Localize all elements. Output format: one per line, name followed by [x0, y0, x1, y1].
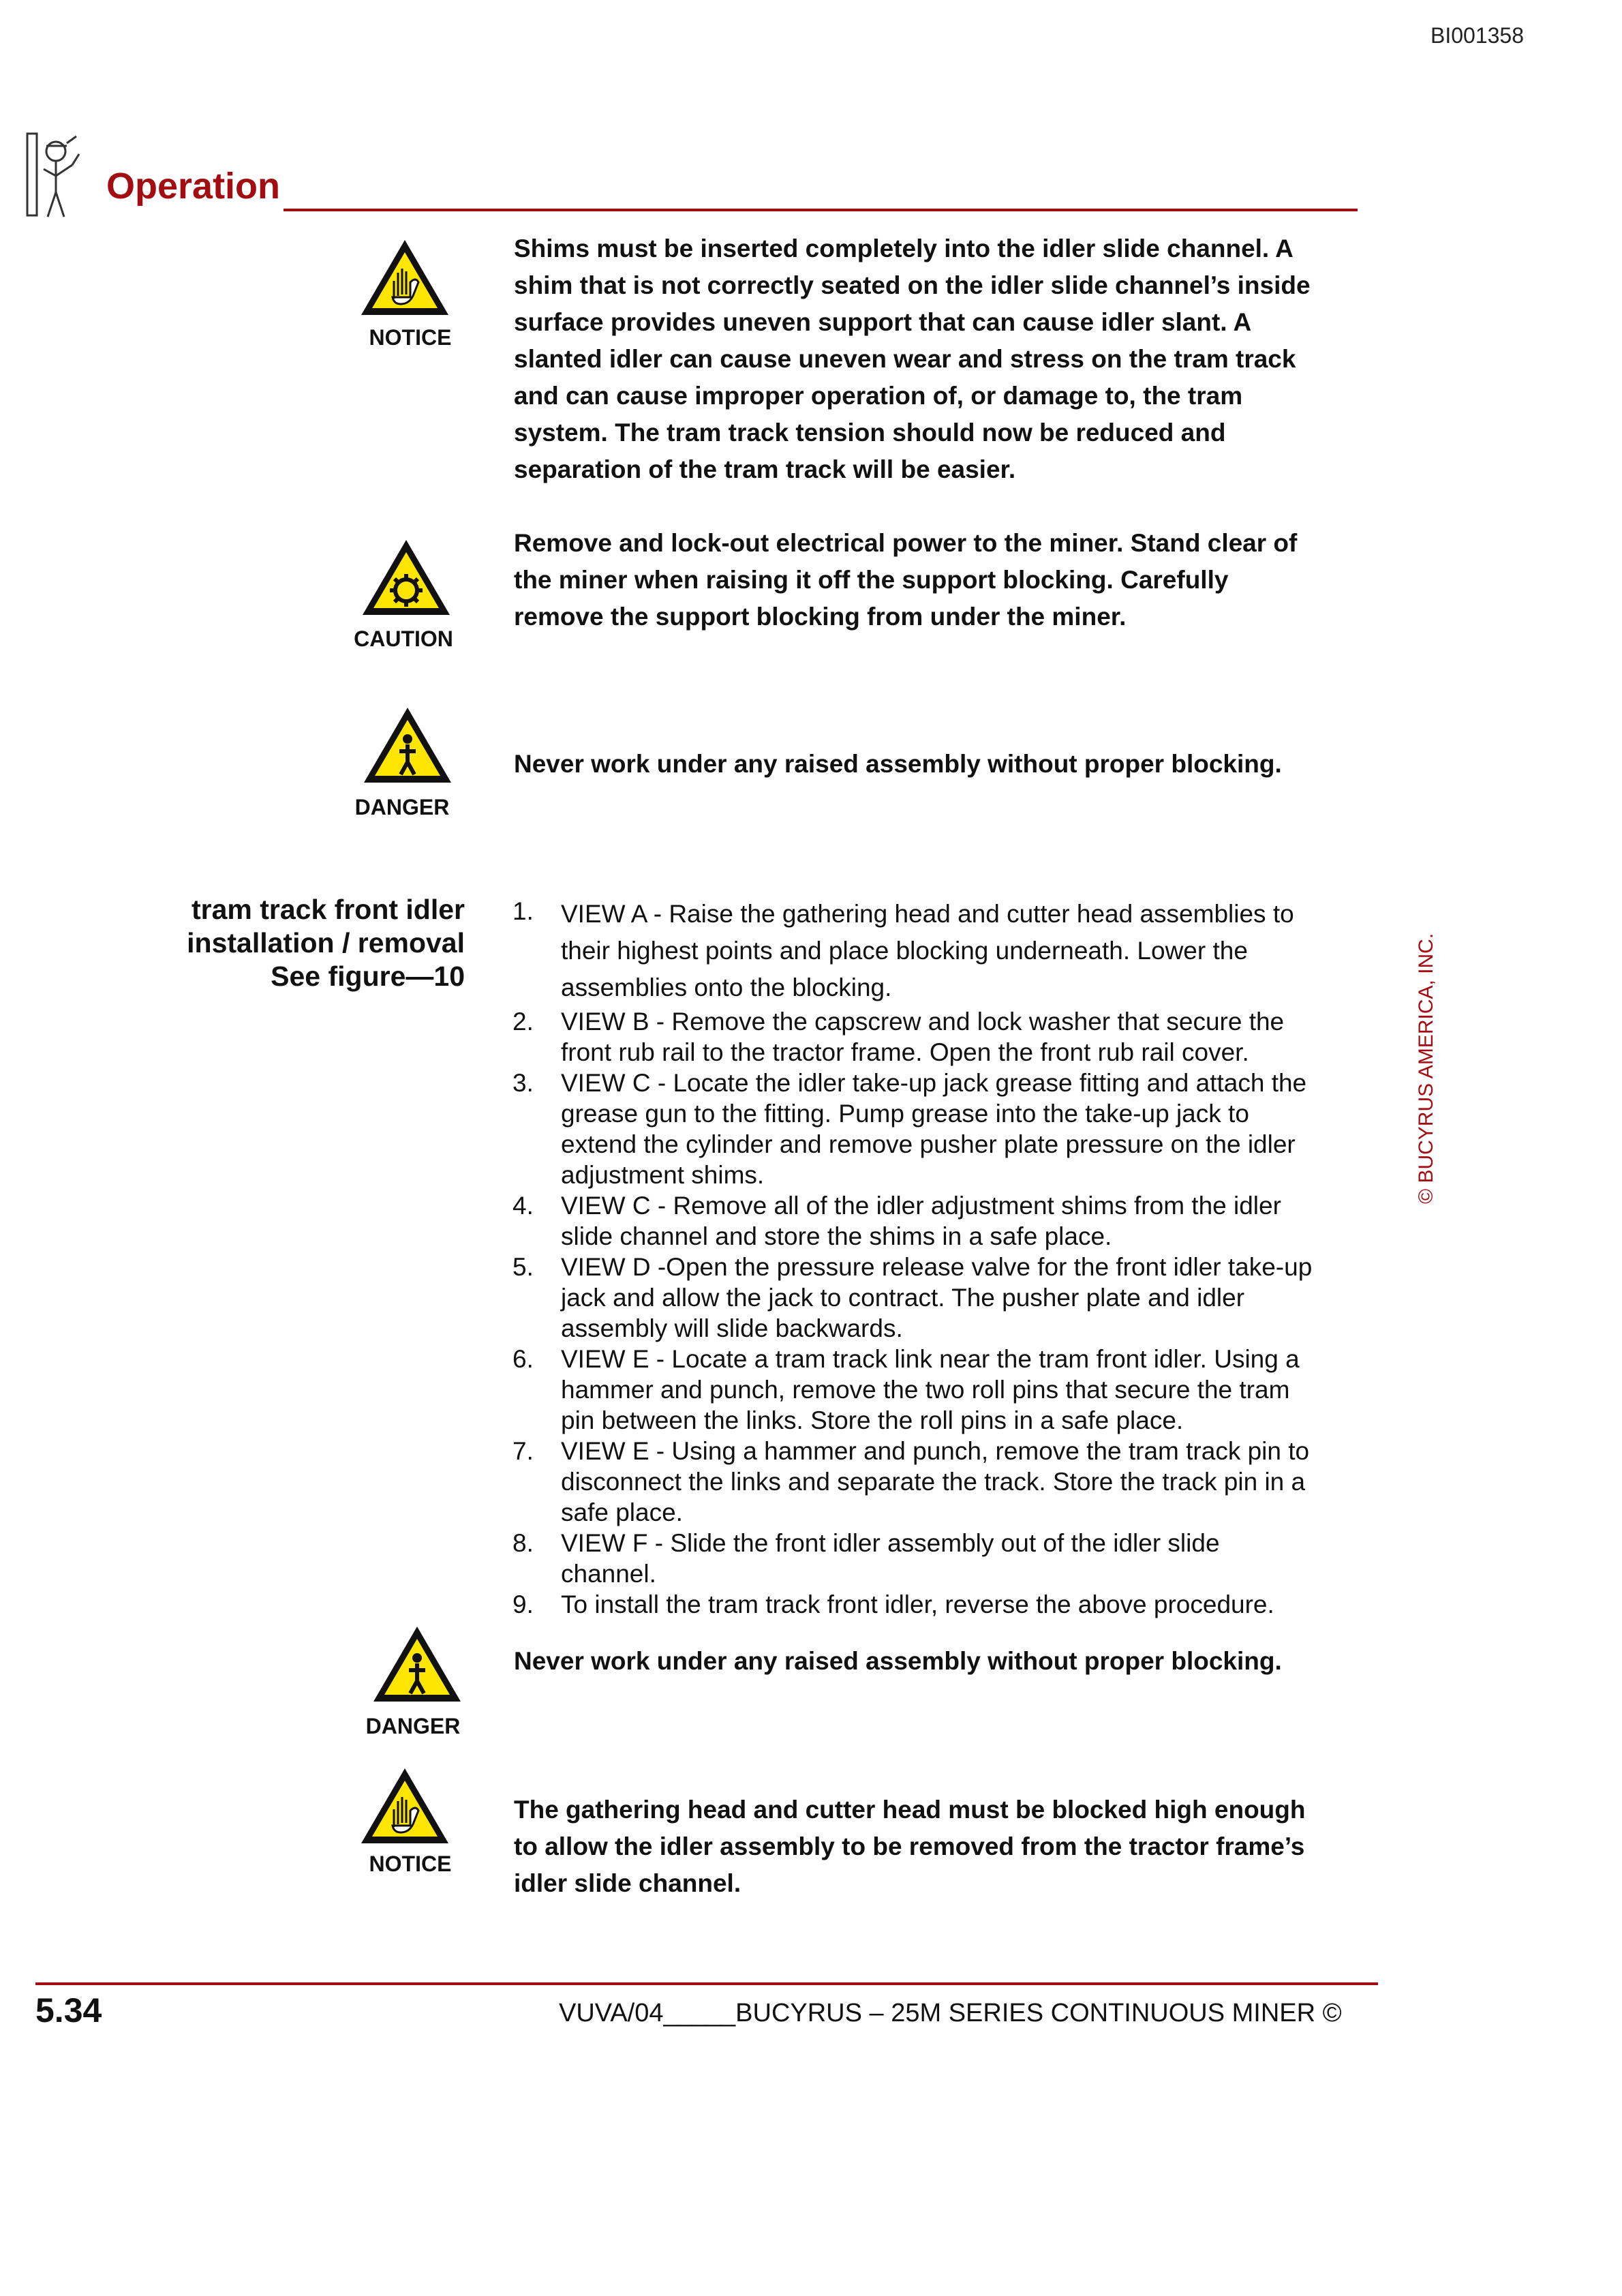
- person-warning-icon: [371, 1622, 463, 1706]
- step-line: slide channel and store the shims in a safe place.: [561, 1222, 1112, 1250]
- step-number: 7.: [512, 1437, 534, 1465]
- step-item: [512, 1528, 1364, 1589]
- danger-text: [514, 1643, 1359, 1680]
- text-line: Never work under any raised assembly without proper blocking.: [514, 750, 1282, 778]
- text-line: Remove and lock-out electrical power to the miner. Stand clear of: [514, 529, 1298, 557]
- document-id: BI001358: [1430, 23, 1524, 48]
- step-line: jack and allow the jack to contract. The pusher plate and idler: [561, 1284, 1245, 1312]
- step-line: channel.: [561, 1560, 656, 1588]
- step-line: their highest points and place blocking underneath. Lower the: [561, 937, 1248, 965]
- footer-text: VUVA/04_____BUCYRUS – 25M SERIES CONTINUOUS MINER ©: [559, 1999, 1342, 2027]
- text-line: Shims must be inserted completely into the idler slide channel. A: [514, 235, 1294, 262]
- step-item: [512, 1589, 1364, 1620]
- hand-warning-icon: [358, 1764, 451, 1847]
- text-line: to allow the idler assembly to be removed from the tractor frame’s: [514, 1832, 1305, 1860]
- copyright-notice: © BUCYRUS AMERICA, INC.: [1415, 933, 1437, 1204]
- step-line: VIEW F - Slide the front idler assembly out of the idler slide: [561, 1529, 1220, 1557]
- text-line: remove the support blocking from under the miner.: [514, 603, 1127, 631]
- step-line: safe place.: [561, 1498, 683, 1526]
- step-line: VIEW A - Raise the gathering head and cutter head assemblies to: [561, 900, 1294, 928]
- text-line: idler slide channel.: [514, 1869, 741, 1897]
- step-line: To install the tram track front idler, reverse the above procedure.: [561, 1590, 1274, 1618]
- text-line: slanted idler can cause uneven wear and stress on the tram track: [514, 345, 1296, 373]
- step-number: 6.: [512, 1345, 534, 1373]
- step-line: adjustment shims.: [561, 1161, 765, 1189]
- step-number: 5.: [512, 1253, 534, 1281]
- step-item: [512, 1190, 1364, 1252]
- step-line: assembly will slide backwards.: [561, 1314, 903, 1342]
- procedure-steps: [512, 896, 1364, 1620]
- step-number: 1.: [512, 897, 534, 925]
- step-line: pin between the links. Store the roll pins in a safe place.: [561, 1406, 1184, 1434]
- step-item: [512, 1344, 1364, 1436]
- step-item: [512, 1006, 1364, 1068]
- step-line: grease gun to the fitting. Pump grease into the take-up jack to: [561, 1100, 1249, 1128]
- notice-text: [514, 1792, 1359, 1902]
- hand-warning-icon: [358, 236, 451, 319]
- step-line: front rub rail to the tractor frame. Open the front rub rail cover.: [561, 1038, 1249, 1066]
- notice-text: [514, 230, 1359, 488]
- step-line: extend the cylinder and remove pusher plate pressure on the idler: [561, 1130, 1296, 1158]
- step-number: 8.: [512, 1529, 534, 1557]
- notice-label: NOTICE: [369, 1852, 452, 1876]
- step-item: [512, 1252, 1364, 1344]
- step-number: 3.: [512, 1069, 534, 1097]
- step-line: assemblies onto the blocking.: [561, 973, 892, 1001]
- footer-rule: [35, 1982, 1378, 1985]
- mechanic-figure-icon: [26, 131, 86, 221]
- step-line: VIEW C - Locate the idler take-up jack grease fitting and attach the: [561, 1069, 1307, 1097]
- title-rule: [284, 209, 1358, 211]
- text-line: system. The tram track tension should now be reduced and: [514, 419, 1226, 447]
- page-number: 5.34: [35, 1991, 102, 2029]
- text-line: The gathering head and cutter head must be blocked high enough: [514, 1796, 1306, 1824]
- step-line: disconnect the links and separate the track. Store the track pin in a: [561, 1468, 1306, 1496]
- text-line: shim that is not correctly seated on the idler slide channel’s inside: [514, 271, 1311, 299]
- step-line: hammer and punch, remove the two roll pins that secure the tram: [561, 1376, 1290, 1404]
- step-item: [512, 1068, 1364, 1190]
- step-line: VIEW C - Remove all of the idler adjustment shims from the idler: [561, 1192, 1281, 1220]
- danger-label: DANGER: [365, 1714, 461, 1738]
- step-line: VIEW E - Using a hammer and punch, remove the tram track pin to: [561, 1437, 1310, 1465]
- caution-label: CAUTION: [354, 626, 453, 651]
- heading-line: tram track front idler: [192, 894, 465, 925]
- heading-line: installation / removal: [187, 927, 465, 958]
- notice-label: NOTICE: [369, 325, 452, 350]
- heading-line: See figure—10: [271, 961, 465, 992]
- step-line: VIEW D -Open the pressure release valve for the front idler take-up: [561, 1253, 1313, 1281]
- danger-text: [514, 746, 1359, 783]
- section-title: Operation: [106, 166, 281, 207]
- gear-warning-icon: [360, 536, 453, 619]
- step-line: VIEW B - Remove the capscrew and lock washer that secure the: [561, 1008, 1285, 1036]
- procedure-heading: [123, 893, 465, 993]
- text-line: surface provides uneven support that can cause idler slant. A: [514, 308, 1252, 336]
- danger-label: DANGER: [354, 795, 450, 819]
- text-line: and can cause improper operation of, or damage to, the tram: [514, 382, 1243, 410]
- step-number: 4.: [512, 1192, 534, 1220]
- caution-text: [514, 525, 1359, 635]
- text-line: Never work under any raised assembly without proper blocking.: [514, 1647, 1282, 1675]
- text-line: the miner when raising it off the support blocking. Carefully: [514, 566, 1229, 594]
- step-number: 2.: [512, 1008, 534, 1036]
- person-warning-icon: [361, 704, 454, 787]
- step-item: [512, 896, 1364, 1006]
- text-line: separation of the tram track will be easier.: [514, 455, 1016, 483]
- step-line: VIEW E - Locate a tram track link near the tram front idler. Using a: [561, 1345, 1300, 1373]
- step-number: 9.: [512, 1590, 534, 1618]
- step-item: [512, 1436, 1364, 1528]
